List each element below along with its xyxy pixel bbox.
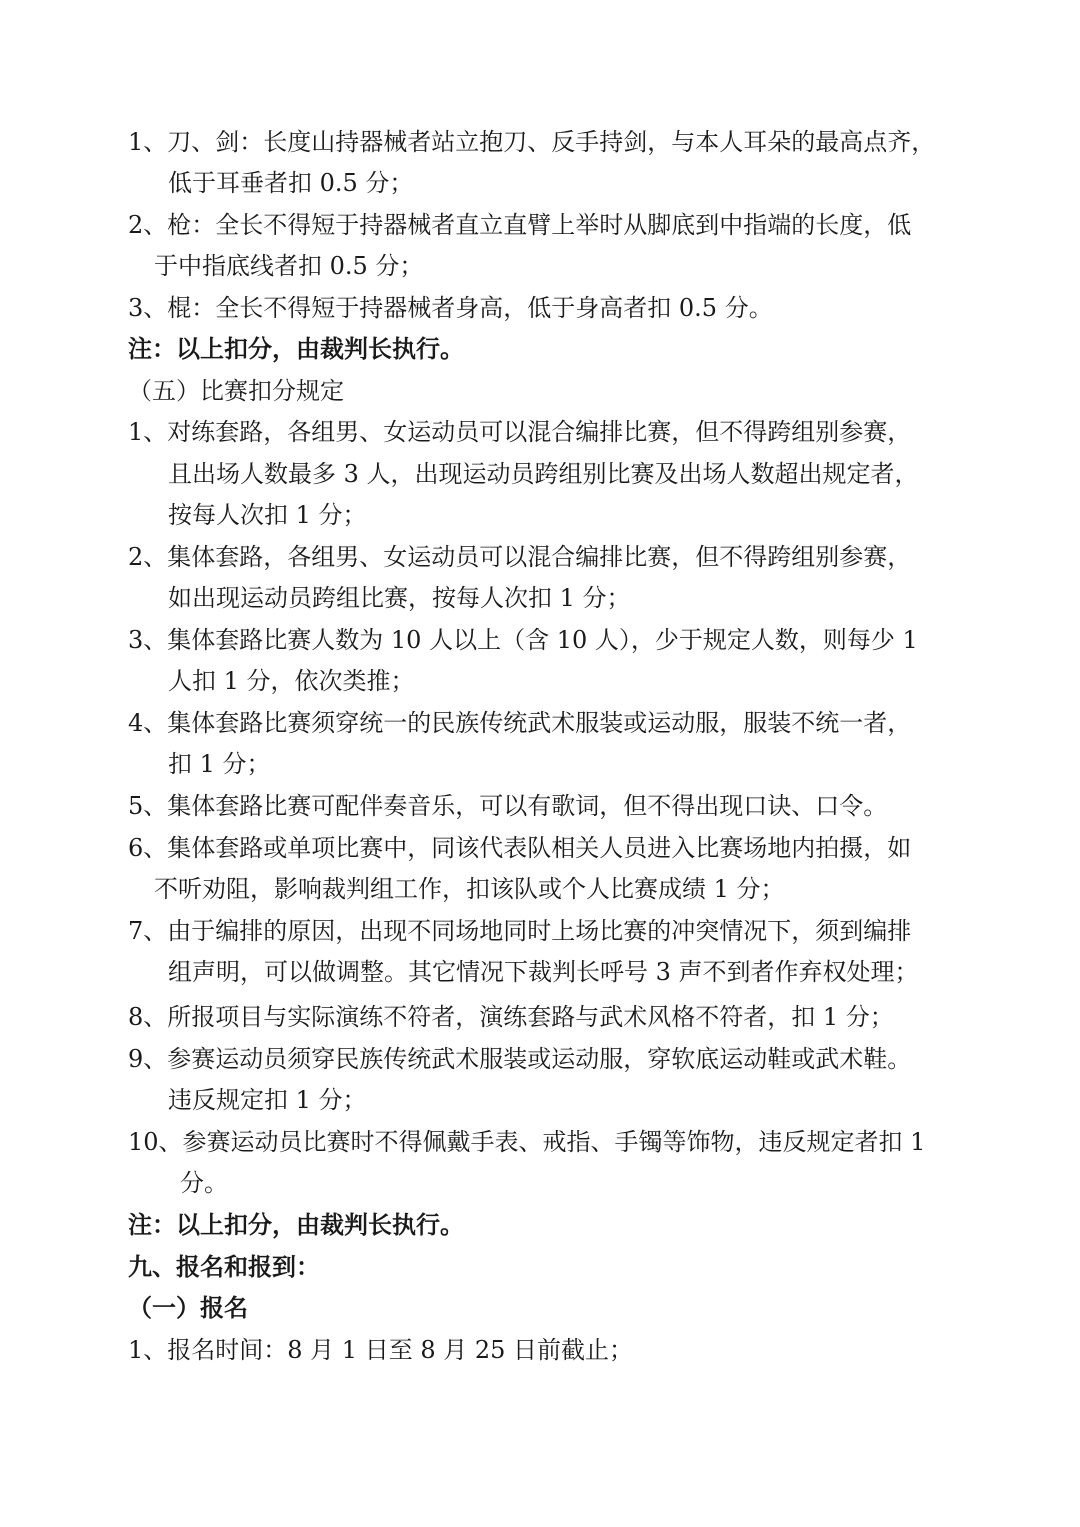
- rule-2-line-2: 如出现运动员跨组比赛，按每人次扣 1 分；: [168, 584, 631, 612]
- rule-4-line-2: 扣 1 分；: [168, 750, 271, 778]
- note-2: 注：以上扣分，由裁判长执行。: [128, 1211, 464, 1239]
- item-2-line-2: 于中指底线者扣 0.5 分；: [154, 252, 424, 280]
- rule-10-line-2: 分。: [180, 1169, 228, 1197]
- subsection-registration: （一）报名: [128, 1294, 248, 1322]
- rule-3-line-2: 人扣 1 分，依次类推；: [168, 667, 415, 695]
- rule-1-line-3: 按每人次扣 1 分；: [168, 501, 367, 529]
- rule-3-line-1: 3、集体套路比赛人数为 10 人以上（含 10 人），少于规定人数，则每少 1: [128, 626, 918, 654]
- rule-9-line-1: 9、参赛运动员须穿民族传统武术服装或运动服，穿软底运动鞋或武术鞋。: [128, 1045, 912, 1073]
- rule-4-line-1: 4、集体套路比赛须穿统一的民族传统武术服装或运动服，服装不统一者，: [128, 709, 912, 737]
- rule-8-line-1: 8、所报项目与实际演练不符者，演练套路与武术风格不符者，扣 1 分；: [128, 1003, 894, 1031]
- rule-2-line-1: 2、集体套路，各组男、女运动员可以混合编排比赛，但不得跨组别参赛，: [128, 543, 912, 571]
- rule-6-line-2: 不听劝阻，影响裁判组工作，扣该队或个人比赛成绩 1 分；: [154, 875, 785, 903]
- item-2-line-1: 2、枪：全长不得短于持器械者直立直臂上举时从脚底到中指端的长度，低: [128, 211, 912, 239]
- rule-5-line-1: 5、集体套路比赛可配伴奏音乐，可以有歌词，但不得出现口诀、口令。: [128, 792, 888, 820]
- rule-1-line-2: 且出场人数最多 3 人，出现运动员跨组别比赛及出场人数超出规定者，: [168, 460, 919, 488]
- rule-7-line-1: 7、由于编排的原因，出现不同场地同时上场比赛的冲突情况下，须到编排: [128, 917, 912, 945]
- rule-6-line-1: 6、集体套路或单项比赛中，同该代表队相关人员进入比赛场地内拍摄，如: [128, 834, 912, 862]
- rule-7-line-2: 组声明，可以做调整。其它情况下裁判长呼号 3 声不到者作弃权处理；: [168, 958, 919, 986]
- heading-5: （五）比赛扣分规定: [128, 377, 344, 405]
- rule-9-line-2: 违反规定扣 1 分；: [168, 1086, 367, 1114]
- rule-1-line-1: 1、对练套路，各组男、女运动员可以混合编排比赛，但不得跨组别参赛，: [128, 418, 912, 446]
- note-1: 注：以上扣分，由裁判长执行。: [128, 335, 464, 363]
- rule-10-line-1: 10、参赛运动员比赛时不得佩戴手表、戒指、手镯等饰物，违反规定者扣 1: [128, 1128, 926, 1156]
- item-1-line-1: 1、刀、剑：长度山持器械者站立抱刀、反手持剑，与本人耳朵的最高点齐，: [128, 128, 936, 156]
- item-3-line-1: 3、棍：全长不得短于持器械者身高，低于身高者扣 0.5 分。: [128, 294, 773, 322]
- section-9-heading: 九、报名和报到：: [128, 1253, 320, 1281]
- registration-time: 1、报名时间：8 月 1 日至 8 月 25 日前截止；: [128, 1336, 634, 1364]
- item-1-line-2: 低于耳垂者扣 0.5 分；: [168, 169, 414, 197]
